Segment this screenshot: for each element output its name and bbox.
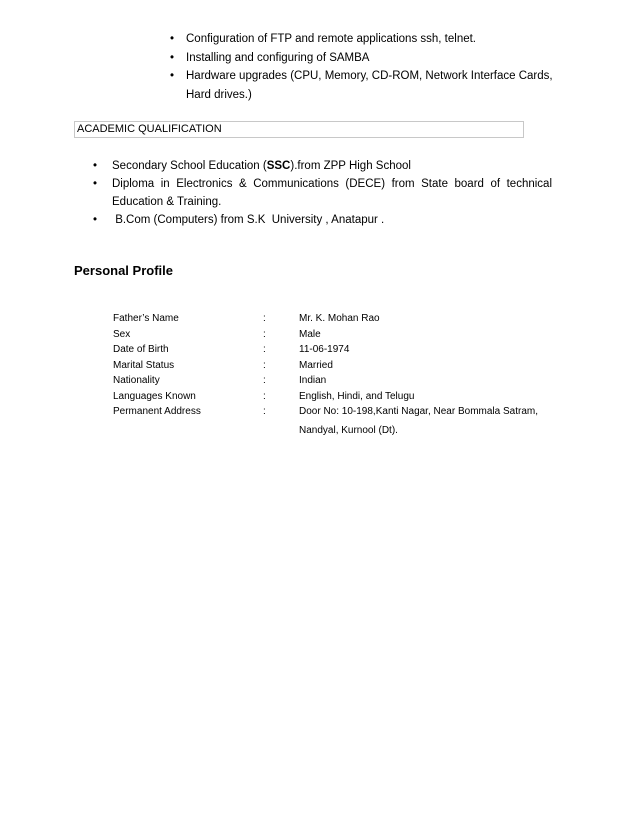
bullet-icon: • [93,214,98,226]
bullet-icon: • [170,51,175,64]
academic-section-heading: ACADEMIC QUALIFICATION [74,121,524,138]
profile-separator: : [263,344,266,355]
profile-separator: : [263,313,266,324]
profile-field-value [299,327,569,343]
bullet-icon: • [170,70,175,82]
table-row [113,311,569,327]
bcom-text: B.Com (Computers) from S.K University , Anatapur . [112,214,385,226]
experience-bullet-list [164,30,564,104]
profile-field-label: Date of Birth [113,344,169,355]
bullet-icon: • [93,160,98,172]
academic-bullet-list [90,157,552,229]
table-row [113,389,569,405]
profile-separator: : [263,406,266,417]
profile-field-value [299,311,569,327]
ssc-abbreviation: SSC [266,160,291,172]
table-row [113,373,569,389]
profile-field-label: Languages Known [113,390,196,402]
profile-value-line: Door No: 10-198,Kanti Nagar, Near Bommala Satram, [299,406,538,417]
bullet-text: Configuration of FTP and remote applications ssh, telnet. [186,33,477,45]
diploma-text-line1: Diploma in Electronics & Communications (DECE) from State board of technical [112,178,552,190]
profile-field-label: Permanent Address [113,406,201,417]
list-item [90,211,552,229]
ssc-text-prefix: Secondary School Education ( [112,160,267,172]
profile-separator: : [263,328,266,340]
profile-value-line: 11-06-1974 [299,344,350,355]
profile-value-line: Mr. K. Mohan Rao [299,313,380,324]
table-row [113,404,569,438]
profile-value-line: Indian [299,375,327,386]
list-item [164,49,564,68]
profile-field-value [299,373,569,389]
profile-field-label: Sex [113,328,131,340]
list-item [90,175,552,211]
profile-value-line: Married [299,359,333,371]
profile-field-label: Father’s Name [113,313,179,324]
table-row [113,327,569,343]
profile-field-value [299,404,569,438]
profile-value-line: Male [299,328,321,340]
bullet-icon: • [93,178,98,190]
list-item [164,30,564,49]
personal-profile-heading: Personal Profile [74,263,173,278]
profile-field-value [299,358,569,374]
ssc-text-suffix: ).from ZPP High School [290,160,411,172]
list-item [90,157,552,175]
table-row [113,358,569,374]
bullet-text: Hardware upgrades (CPU, Memory, CD-ROM, Network Interface Cards, Hard drives.) [186,70,553,101]
table-row [113,342,569,358]
profile-field-label: Marital Status [113,359,175,371]
profile-separator: : [263,390,266,402]
profile-value-line: English, Hindi, and Telugu [299,390,415,402]
personal-profile-table [113,311,569,438]
list-item [164,67,564,104]
bullet-icon: • [170,33,175,45]
profile-field-value [299,342,569,358]
profile-separator: : [263,359,266,371]
diploma-text-line2: Education & Training. [112,196,222,208]
profile-separator: : [263,375,266,386]
bullet-text: Installing and configuring of SAMBA [186,51,370,64]
profile-field-label: Nationality [113,375,160,386]
profile-field-value [299,389,569,405]
profile-value-line: Nandyal, Kurnool (Dt). [299,424,398,436]
